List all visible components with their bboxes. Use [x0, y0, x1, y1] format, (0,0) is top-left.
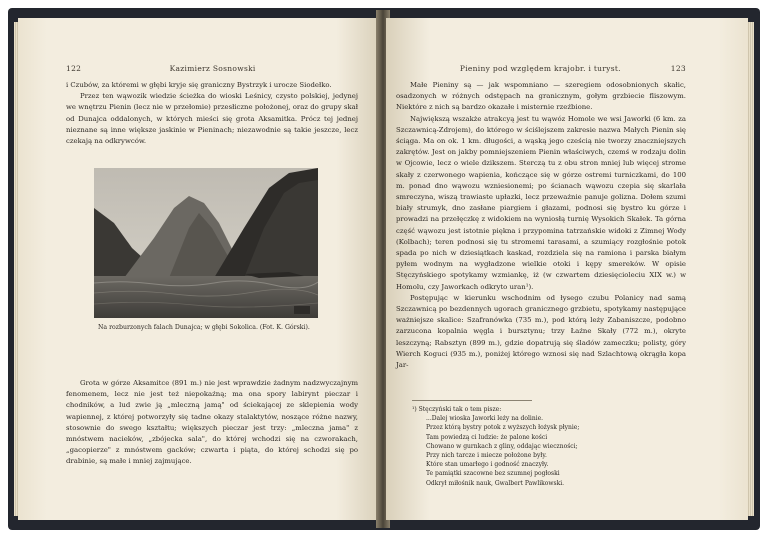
paragraph: Największą wszakże atrakcyą jest tu wąwóz Homole we wsi Jaworki (6 km. za Szczawnicą-Zdrojem), do którego w ściślejszem zakresie nazwa Małych Pienin się ściąga. Ma on ok. 1 km. długości, a wąską jego cześcią nie tworzy znaczniejszych zakrętów. Jest on jakby pomniejszeniem Pienin właściwych, czemś w rodzaju dolin w Ojcowie, lecz o wiele dzikszem. Sterczą tu z obu stron mniej lub więcej strome skały z czerwonego wapienia, kończące się w górze ostremi turniczkami, do 100 m. ponad dno wąwozu wzniesionemi; po ścianach wąwozu czepia się skarlała smreczyna, wiszą trawiaste upłazki, lecz przeważnie panuje golizna. Dołem szumi biały strumyk, dno zasłane piargiem i głazami, podnosi się bystro ku górze i prowadzi na przełęczkę z widokiem na wyniosłą turnię Wysokich Skałek. Ta górna część wąwozu jest istotnie piękna i przypomina tatrzańskie widoki z Zimnej Wody (Kolbach); teren podnosi się tu stromemi tarasami, a szumiący rozgłośnie potok spada po nich w dziesiątkach kaskad, rozdziela się na ramiona i parska białym pyłem wodnym na wygładzone wielkie otoki i kępy smereków. W opisie Stęczyńskiego spotykamy wzmiankę, iż (w czwartem dziesięcioleciu XIX w.) w Homolu, czy Jaworkach odkryto uran¹). [396, 114, 686, 291]
left-bottom-text [66, 378, 358, 468]
left-page-number: 122 [66, 64, 82, 73]
verse-line: Te pamiątki szacowne bez szumnej pogłoski [426, 470, 560, 478]
verse-line: Przez którą bystry potok z wyższych łożysk płynie; [426, 424, 580, 432]
verse-line: Przy nich tarcze i miecze położone były. [426, 452, 547, 460]
verse-line: Chowano w gurnkach z gliny, oddając wieczności; [426, 442, 578, 450]
right-running-title: Pieniny pod względem krajobr. i turyst. [459, 64, 621, 73]
left-running-title: Kazimierz Sosnowski [169, 64, 256, 73]
verse-line: ...Dalej wioska Jaworki leży na dolinie. [426, 415, 544, 423]
left-page [18, 18, 380, 520]
verse-line: Odkrył miłośnik nauk, Gwalbert Pawlikowski. [426, 479, 565, 487]
footnote [412, 400, 682, 488]
book-spread [8, 8, 760, 530]
footnote-intro: ¹) Stęczyński tak o tem pisze: [412, 406, 502, 413]
figure-caption: Na rozburzonych falach Dunajca; w głębi Sokolica. (Fot. K. Górski). [98, 324, 310, 331]
right-main-text [396, 80, 686, 371]
footnote-verse [412, 414, 682, 488]
paragraph: i Czubów, za któremi w głębi kryje się graniczny Bystrzyk i urocze Siodełko. [66, 81, 332, 89]
dunajec-photo [94, 168, 318, 318]
verse-line: Tam powiedzą ci ludzie: że palone kości [426, 433, 548, 441]
right-running-head [396, 64, 686, 73]
left-top-text [66, 80, 358, 147]
right-page-number: 123 [670, 64, 686, 73]
paragraph: Postępując w kierunku wschodnim od łysego czubu Polanicy nad samą Szczawnicą po bezdennych ugorach granicznego grzbietu, spotykamy następujące ważniejsze skalice: Szafranówka (735 m.), pod którą leży Zabaniszcze, podobno zarzucona kopalnia węgla i bursztynu; trzy Łaźne Skały (772 m.), okryte leszczyną; Rabsztyn (899 m.), gdzie dopatrują się śladów zameczku; polisty, góry Wierch Koguci (935 m.), poniżej którego wznosi się nad Szlachtową okrągła kopa Jar- [396, 293, 686, 370]
verse-line: Które stan umarłego i godność znaczyły. [426, 461, 549, 469]
footnote-rule [412, 400, 532, 401]
right-page [386, 18, 748, 520]
paragraph: Małe Pieniny są — jak wspomniano — szeregiem odosobnionych skałic, osadzonych w różnych odstępach na granicznym, gołym grzbiecie fliszowym. Niektóre z nich są bardzo okazałe i misternie rzeźbione. [396, 81, 686, 112]
paragraph: Przez ten wąwozik wiedzie ścieżka do wioski Leśnicy, czysto polskiej, jedynej we wnętrzu Pienin (lecz nie w przełomie) przesłiczne położonej, oraz do grupy skał od Dunajca oddalonych, w których mieści się grota Aksamitka. Prócz tej jednej nieznane są inne większe jaskinie w Pieninach; niezawodnie są takie jeszcze, lecz czekają na odkrywców. [66, 92, 358, 146]
left-running-head [66, 64, 358, 73]
photo-figure [94, 168, 318, 348]
paragraph: Grota w górze Aksamitce (891 m.) nie jest wprawdzie żadnym nadzwyczajnym fenomenem, lecz nie jest też niepokaźną; ma ona spory labirynt pieczar i chodników, a lud zwie ją „mleczną jamą" od ściekającej ze sklepienia wody wapiennej, z której potworzyły się tadne okazy stalaktytów, noszące różne nazwy, stosownie do swego kształtu; większych pieczar jest trzy: „mleczna jama" z mnóstwem nacieków, „zbójecka sala", do której wchodzi się na czworakach, „gacopierze" z mnóstwem gacków; czwarta i piąta, do której schodzi się po drabinie, są małe i mniej zajmujące. [66, 379, 358, 466]
